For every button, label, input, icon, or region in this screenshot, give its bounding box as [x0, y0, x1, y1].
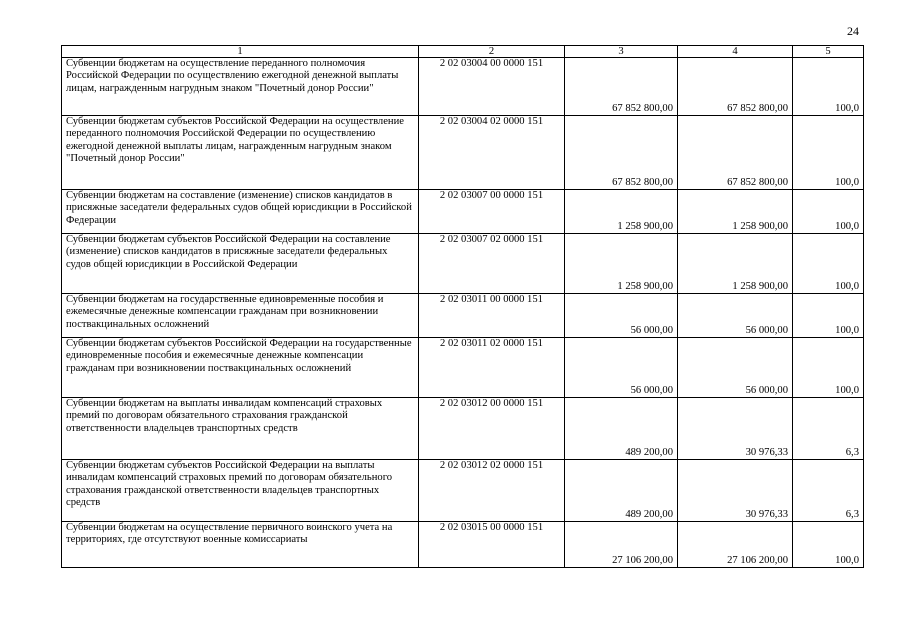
row-description: Субвенции бюджетам субъектов Российской Федерации на государственные единовременные пособия и ежемесячные денежные компенсации гражданам при возникновении поствакцинальных осложнений — [62, 338, 419, 398]
row-value-col3: 489 200,00 — [565, 460, 678, 522]
table-row — [62, 190, 864, 234]
row-description: Субвенции бюджетам субъектов Российской Федерации на выплаты инвалидам компенсаций страховых премий по договорам обязательного страхования гражданской ответственности владельцев транспортных средств — [62, 460, 419, 522]
table-row — [62, 234, 864, 294]
table-row — [62, 58, 864, 116]
budget-table — [61, 45, 864, 568]
row-value-col4: 67 852 800,00 — [678, 116, 793, 190]
column-header: 4 — [678, 46, 793, 58]
row-value-col5: 100,0 — [793, 338, 864, 398]
column-header: 5 — [793, 46, 864, 58]
row-value-col5: 6,3 — [793, 460, 864, 522]
row-value-col4: 56 000,00 — [678, 294, 793, 338]
row-value-col4: 1 258 900,00 — [678, 234, 793, 294]
column-header: 2 — [419, 46, 565, 58]
row-value-col4: 27 106 200,00 — [678, 522, 793, 568]
table-row — [62, 116, 864, 190]
row-description: Субвенции бюджетам на выплаты инвалидам компенсаций страховых премий по договорам обязательного страхования гражданской ответственности владельцев транспортных средств — [62, 398, 419, 460]
row-code: 2 02 03007 00 0000 151 — [419, 190, 565, 234]
row-value-col3: 56 000,00 — [565, 338, 678, 398]
row-value-col5: 100,0 — [793, 522, 864, 568]
row-code: 2 02 03012 00 0000 151 — [419, 398, 565, 460]
row-description: Субвенции бюджетам субъектов Российской Федерации на осуществление переданного полномочия Российской Федерации по осуществлению ежегодной денежной выплаты лицам, награжденным нагрудным знаком "Почетный донор России" — [62, 116, 419, 190]
row-value-col5: 100,0 — [793, 58, 864, 116]
row-value-col5: 100,0 — [793, 116, 864, 190]
row-value-col5: 6,3 — [793, 398, 864, 460]
table-row — [62, 398, 864, 460]
row-value-col3: 489 200,00 — [565, 398, 678, 460]
table-row — [62, 338, 864, 398]
row-code: 2 02 03015 00 0000 151 — [419, 522, 565, 568]
row-value-col4: 30 976,33 — [678, 398, 793, 460]
row-code: 2 02 03012 02 0000 151 — [419, 460, 565, 522]
row-code: 2 02 03004 02 0000 151 — [419, 116, 565, 190]
row-value-col3: 67 852 800,00 — [565, 58, 678, 116]
row-value-col5: 100,0 — [793, 190, 864, 234]
row-description: Субвенции бюджетам субъектов Российской Федерации на составление (изменение) списков кандидатов в присяжные заседатели федеральных судов общей юрисдикции в Российской Федерации — [62, 234, 419, 294]
table-row — [62, 460, 864, 522]
row-code: 2 02 03007 02 0000 151 — [419, 234, 565, 294]
row-value-col4: 1 258 900,00 — [678, 190, 793, 234]
row-value-col3: 1 258 900,00 — [565, 190, 678, 234]
row-value-col3: 27 106 200,00 — [565, 522, 678, 568]
row-value-col4: 56 000,00 — [678, 338, 793, 398]
row-value-col4: 30 976,33 — [678, 460, 793, 522]
row-description: Субвенции бюджетам на осуществление переданного полномочия Российской Федерации по осуществлению ежегодной денежной выплаты лицам, награжденным нагрудным знаком "Почетный донор России" — [62, 58, 419, 116]
row-code: 2 02 03004 00 0000 151 — [419, 58, 565, 116]
row-value-col4: 67 852 800,00 — [678, 58, 793, 116]
row-description: Субвенции бюджетам на составление (изменение) списков кандидатов в присяжные заседатели федеральных судов общей юрисдикции в Российской Федерации — [62, 190, 419, 234]
row-code: 2 02 03011 00 0000 151 — [419, 294, 565, 338]
row-value-col3: 56 000,00 — [565, 294, 678, 338]
page-number: 24 — [847, 24, 859, 38]
table-row — [62, 294, 864, 338]
row-value-col3: 1 258 900,00 — [565, 234, 678, 294]
table-header-row — [62, 46, 864, 58]
column-header: 3 — [565, 46, 678, 58]
row-value-col5: 100,0 — [793, 294, 864, 338]
column-header: 1 — [62, 46, 419, 58]
row-description: Субвенции бюджетам на осуществление первичного воинского учета на территориях, где отсутствуют военные комиссариаты — [62, 522, 419, 568]
row-code: 2 02 03011 02 0000 151 — [419, 338, 565, 398]
row-description: Субвенции бюджетам на государственные единовременные пособия и ежемесячные денежные компенсации гражданам при возникновении поствакцинальных осложнений — [62, 294, 419, 338]
table-row — [62, 522, 864, 568]
row-value-col3: 67 852 800,00 — [565, 116, 678, 190]
row-value-col5: 100,0 — [793, 234, 864, 294]
